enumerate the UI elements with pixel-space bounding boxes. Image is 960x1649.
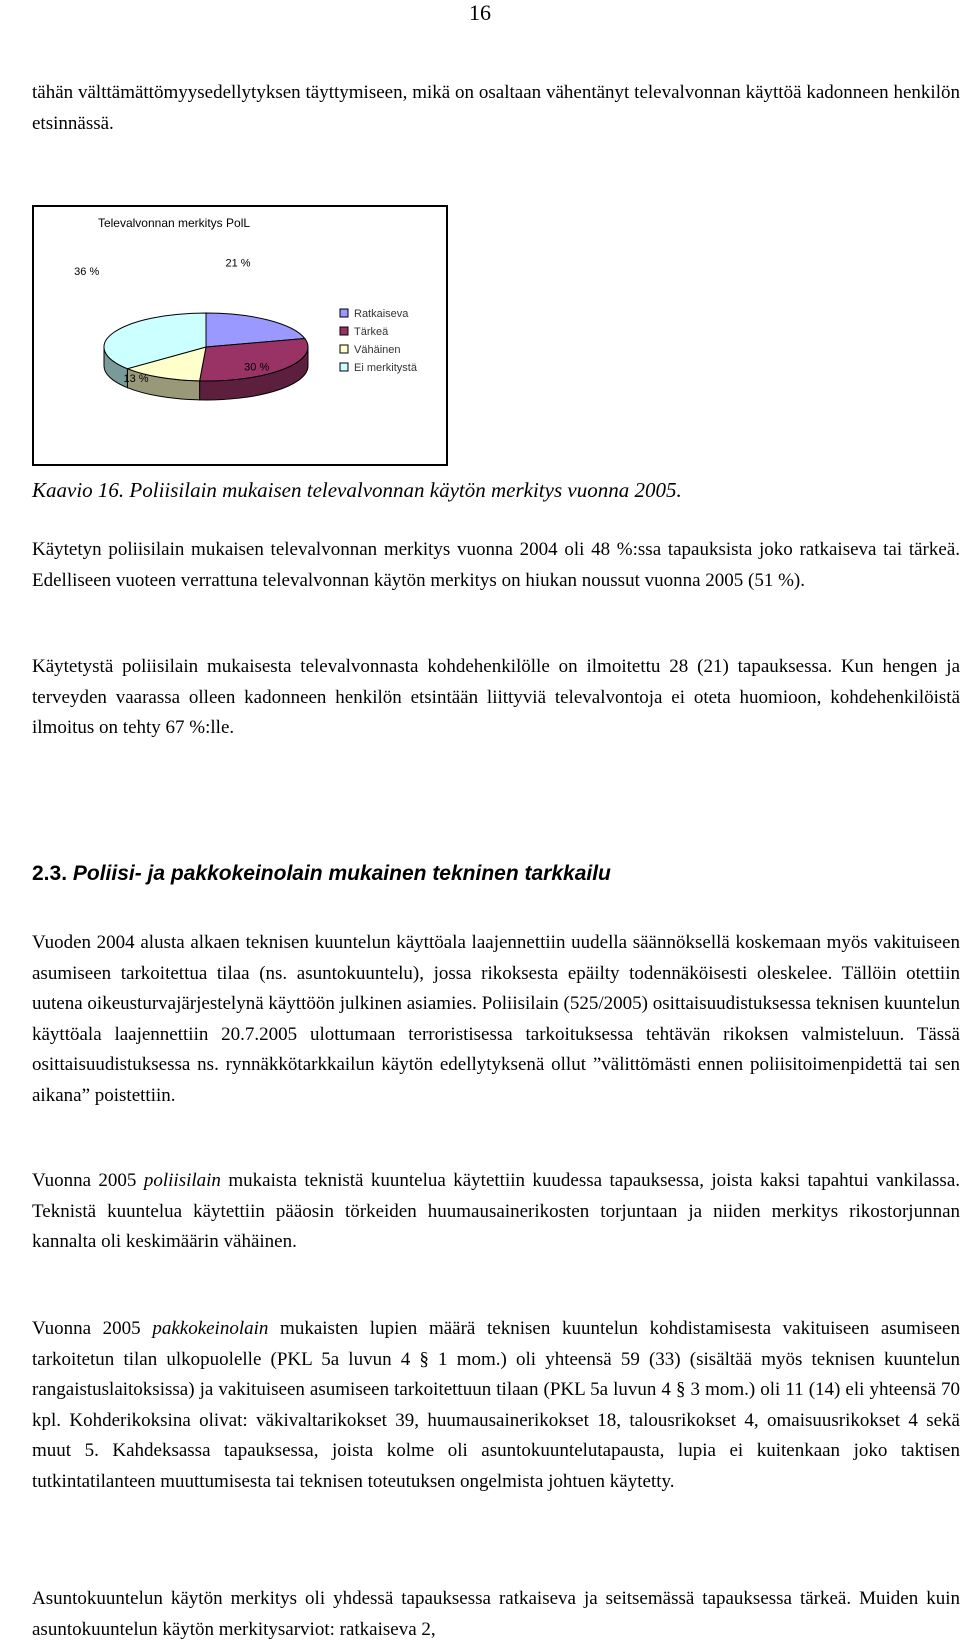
pie-label-t-rke-: 30 % bbox=[244, 361, 270, 374]
paragraph-5-start: Vuonna 2005 bbox=[32, 1318, 153, 1339]
paragraph-1: Käytetyn poliisilain mukaisen televalvonnan merkitys vuonna 2004 oli 48 %:ssa tapauksista joko ratkaiseva tai tärkeä. Edelliseen vuoteen verrattuna televalvonnan käytön merkitys on hiukan noussut vuonna 2005 (51 %). bbox=[32, 539, 960, 591]
legend-label-t-rke-: Tärkeä bbox=[354, 326, 389, 338]
legend-swatch-v-h-inen bbox=[340, 345, 348, 353]
paragraph-4-start: Vuonna 2005 bbox=[32, 1170, 144, 1191]
paragraph-4-law-name: poliisilain bbox=[143, 1170, 221, 1191]
pie-chart-svg bbox=[34, 207, 446, 464]
paragraph-4 bbox=[32, 1166, 960, 1258]
paragraph-4-rest: mukaista teknistä kuuntelua käytettiin kuudessa tapauksessa, joista kaksi tapahtui vankilassa. Teknistä kuuntelua käytettiin pääosin törkeiden huumausainerikosten torjuntaan ja niiden merkitys rikostorjunnan kannalta oli keskimäärin vähäinen. bbox=[32, 1170, 960, 1252]
pie-chart bbox=[32, 205, 448, 466]
intro-paragraph: tähän välttämättömyysedellytyksen täyttymiseen, mikä on osaltaan vähentänyt televalvonnan käyttöä kadonneen henkilön etsinnässä. bbox=[32, 82, 960, 134]
paragraph-3: Vuoden 2004 alusta alkaen teknisen kuuntelun käyttöala laajennettiin uudella säännöksellä koskemaan myös vakituiseen asumiseen tarkoitettua tilaa (ns. asuntokuuntelu), jossa rikoksesta epäilty todennäköisesti oleskelee. Tällöin otettiin uutena oikeusturvajärjestelynä käyttöön julkinen asiamies. Poliisilain (525/2005) osittaisuudistuksessa teknisen kuuntelun käyttöala laajennettiin 20.7.2005 ulottumaan terroristisessa tarkoituksessa tehtävän rikoksen valmisteluun. Tässä osittaisuudistuksessa ns. rynnäkkötarkkailun käytön edellytyksenä ollut ”välittömästi ennen poliisitoimenpidettä tai sen aikana” poistettiin. bbox=[32, 932, 960, 1106]
chart-caption: Kaavio 16. Poliisilain mukaisen televalvonnan käytön merkitys vuonna 2005. bbox=[32, 478, 682, 502]
pie-label-ei-merkityst-: 36 % bbox=[74, 266, 100, 279]
pie-label-v-h-inen: 13 % bbox=[123, 372, 149, 385]
paragraph-5-law-name: pakkokeinolain bbox=[152, 1318, 269, 1339]
paragraph-6: Asuntokuuntelun käytön merkitys oli yhdessä tapauksessa ratkaiseva ja seitsemässä tapauksessa tärkeä. Muiden kuin asuntokuuntelun käytön merkitysarviot: ratkaiseva 2, bbox=[32, 1588, 960, 1640]
section-heading bbox=[32, 862, 932, 886]
legend-swatch-t-rke- bbox=[340, 327, 348, 335]
section-title: Poliisi- ja pakkokeinolain mukainen tekninen tarkkailu bbox=[72, 862, 611, 885]
legend-label-v-h-inen: Vähäinen bbox=[354, 344, 401, 356]
legend-swatch-ei-merkityst- bbox=[340, 363, 348, 371]
page-number: 16 bbox=[469, 0, 491, 25]
legend-label-ei-merkityst-: Ei merkitystä bbox=[354, 362, 417, 374]
chart-title: Televalvonnan merkitys PolL bbox=[97, 216, 251, 230]
legend-swatch-ratkaiseva bbox=[340, 309, 348, 317]
legend-label-ratkaiseva: Ratkaiseva bbox=[354, 308, 409, 320]
paragraph-2: Käytetystä poliisilain mukaisesta televalvonnasta kohdehenkilölle on ilmoitettu 28 (21) tapauksessa. Kun hengen ja terveyden vaarassa olleen kadonneen henkilön etsintään liittyviä televalvontoja ei oteta huomioon, kohdehenkilöistä ilmoitus on tehty 67 %:lle. bbox=[32, 656, 960, 738]
section-number: 2.3. bbox=[32, 862, 68, 885]
pie-label-ratkaiseva: 21 % bbox=[225, 257, 251, 270]
paragraph-5 bbox=[32, 1314, 960, 1497]
paragraph-5-rest: mukaisten lupien määrä teknisen kuuntelun kohdistamisesta vakituiseen asumiseen tarkoitetun tilan ulkopuolelle (PKL 5a luvun 4 § 1 mom.) oli yhteensä 59 (33) (sisältää myös teknisen kuuntelun rangaistuslaitoksissa) ja vakituiseen asumiseen tarkoitettuun tilaan (PKL 5a luvun 4 § 3 mom.) oli 11 (14) eli yhteensä 70 kpl. Kohderikoksina olivat: väkivaltarikokset 39, huumausainerikokset 18, talousrikokset 4, omaisuusrikokset 4 sekä muut 5. Kahdeksassa tapauksessa, joista kolme oli asuntokuuntelutapausta, lupia ei kuitenkaan joko taktisen tutkintatilanteen muuttumisesta tai teknisen toteutuksen ongelmista johtuen käytetty. bbox=[32, 1318, 960, 1492]
